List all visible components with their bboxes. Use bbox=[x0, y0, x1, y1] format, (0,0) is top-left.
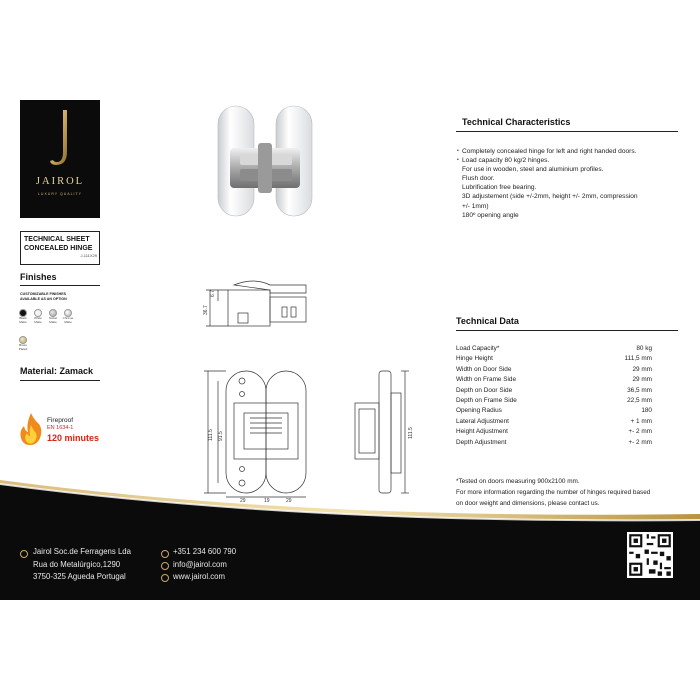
website-link[interactable]: www.jairol.com bbox=[173, 572, 225, 581]
dim-label: 29 bbox=[240, 498, 246, 503]
custom-finishes-note bbox=[20, 292, 67, 302]
fireproof-label: Fireproof bbox=[47, 417, 74, 424]
technical-data-table bbox=[456, 344, 652, 448]
swatch-label: Black bbox=[19, 316, 27, 320]
footnote-line: For more information regarding the number of hinges required based bbox=[456, 489, 651, 496]
dim-label: 36.7 bbox=[203, 305, 209, 315]
divider bbox=[456, 330, 678, 331]
finish-swatch-black bbox=[16, 309, 30, 324]
bullet-icon: • bbox=[457, 157, 459, 164]
list-item-text: Load capacity 80 kg/2 hinges. bbox=[462, 157, 550, 165]
table-row bbox=[456, 386, 652, 396]
list-item: Lubrification free bearing. bbox=[462, 184, 537, 192]
swatch-label: Nickel bbox=[48, 316, 58, 320]
swatch-label: Matte bbox=[34, 319, 42, 324]
table-row bbox=[456, 375, 652, 385]
table-row bbox=[456, 344, 652, 354]
list-item bbox=[457, 147, 684, 156]
street-address: Rua do Metalúrgico,1290 bbox=[33, 559, 121, 569]
row-label: Opening Radius bbox=[456, 407, 502, 415]
row-label: Lateral Adjustment bbox=[456, 417, 509, 425]
finishes-heading: Finishes bbox=[20, 272, 57, 282]
product-code: J-111X29 bbox=[80, 253, 97, 258]
note-line: AVAILABLE AS AN OPTION bbox=[20, 297, 67, 301]
email-link[interactable]: info@jairol.com bbox=[173, 559, 227, 569]
table-row bbox=[456, 365, 652, 375]
footer-contacts bbox=[173, 546, 236, 584]
phone-icon bbox=[161, 550, 169, 558]
row-value: 22,5 mm bbox=[627, 397, 652, 405]
table-row bbox=[456, 396, 652, 406]
technical-characteristics-heading: Technical Characteristics bbox=[462, 117, 571, 127]
dim-label: 19 bbox=[264, 498, 270, 503]
phone-number[interactable]: +351 234 600 790 bbox=[173, 547, 237, 556]
finish-swatch-brass bbox=[16, 336, 30, 351]
row-value: 80 kg bbox=[636, 345, 652, 352]
dim-label: 111.5 bbox=[408, 427, 414, 439]
row-label: Width on Door Side bbox=[456, 365, 512, 373]
bullet-icon: • bbox=[457, 148, 459, 154]
flame-icon bbox=[19, 412, 43, 446]
hinge-product-photo bbox=[210, 103, 320, 220]
brand-tagline: LUXURY QUALITY bbox=[37, 192, 83, 196]
jairol-j-logo-icon bbox=[48, 108, 72, 168]
list-item: 3D adjustement (side +/-2mm, height +/- 2mm, compression bbox=[462, 193, 638, 201]
globe-icon bbox=[161, 574, 169, 582]
row-label: Hinge Height bbox=[456, 355, 493, 363]
row-label: Depth on Frame Side bbox=[456, 397, 517, 405]
fire-duration: 120 minutes bbox=[47, 433, 100, 443]
list-item: Flush door. bbox=[462, 175, 495, 183]
table-row bbox=[456, 438, 652, 448]
finish-swatch-chrome bbox=[61, 309, 75, 324]
characteristics-list bbox=[457, 147, 684, 220]
location-icon bbox=[20, 550, 28, 558]
dim-label: 6.7 bbox=[210, 290, 216, 297]
top-view-drawing bbox=[198, 275, 338, 335]
table-row bbox=[456, 427, 652, 437]
note-line: CUSTOMIZABLE FINISHES bbox=[20, 292, 67, 296]
table-row bbox=[456, 354, 652, 364]
swatch-label: Matte bbox=[64, 319, 72, 324]
fire-standard: EN 1634-1 bbox=[47, 425, 74, 431]
divider bbox=[456, 131, 678, 132]
list-item: +/- 1mm) bbox=[462, 202, 489, 210]
qr-code-icon[interactable] bbox=[627, 532, 673, 578]
table-row bbox=[456, 417, 652, 427]
swatch-label: Plated bbox=[18, 346, 28, 351]
technical-data-heading: Technical Data bbox=[456, 316, 519, 326]
list-item: 180º opening angle bbox=[462, 211, 519, 219]
divider bbox=[20, 285, 100, 286]
list-item: For use in wooden, steel and aluminium profiles. bbox=[462, 166, 604, 174]
row-value: +- 2 mm bbox=[628, 428, 652, 436]
sheet-subtitle: CONCEALED HINGE bbox=[24, 245, 93, 252]
row-value: 111,5 mm bbox=[624, 355, 652, 363]
footnote-line: on door weight and dimensions, please contact us. bbox=[456, 500, 600, 507]
dim-label: 91.5 bbox=[218, 431, 224, 441]
brand-name: JAIROL bbox=[35, 176, 85, 187]
brand-logo bbox=[20, 100, 100, 218]
list-item bbox=[457, 156, 684, 165]
swatch-label: Matte bbox=[19, 319, 27, 324]
dim-label: 111.5 bbox=[208, 429, 214, 441]
finish-swatch-white bbox=[31, 309, 45, 324]
footer-address bbox=[33, 546, 131, 584]
list-item-text: Completely concealed hinge for left and right handed doors. bbox=[462, 148, 637, 155]
email-icon bbox=[161, 562, 169, 570]
row-label: Width on Frame Side bbox=[456, 376, 517, 384]
row-value: + 1 mm bbox=[630, 417, 652, 425]
swatch-label: Matte bbox=[49, 319, 57, 324]
technical-sheet-box bbox=[20, 231, 100, 265]
row-value: 36,5 mm bbox=[627, 386, 652, 394]
row-value: +- 2 mm bbox=[628, 438, 652, 446]
row-label: Height Adjustment bbox=[456, 428, 508, 436]
dim-label: 29 bbox=[286, 498, 292, 503]
footnote-line: *Tested on doors measuring 900x2100 mm. bbox=[456, 478, 580, 485]
company-name: Jairol Soc.de Ferragens Lda bbox=[33, 547, 131, 556]
row-label: Load Capacity* bbox=[456, 345, 500, 352]
row-value: 180 bbox=[641, 407, 652, 415]
row-label: Depth Adjustment bbox=[456, 438, 507, 446]
row-label: Depth on Door Side bbox=[456, 386, 513, 394]
finish-swatch-nickel bbox=[46, 309, 60, 324]
swatch-label: Brass bbox=[19, 343, 27, 347]
row-value: 29 mm bbox=[632, 365, 652, 373]
divider bbox=[20, 380, 100, 381]
material-heading: Material: Zamack bbox=[20, 366, 94, 376]
city-address: 3750-325 Agueda Portugal bbox=[33, 572, 126, 581]
swatch-label: White bbox=[34, 316, 42, 320]
sheet-title: TECHNICAL SHEET bbox=[24, 236, 90, 243]
row-value: 29 mm bbox=[632, 376, 652, 384]
table-row bbox=[456, 406, 652, 416]
swatch-label: Chrome bbox=[62, 316, 74, 320]
